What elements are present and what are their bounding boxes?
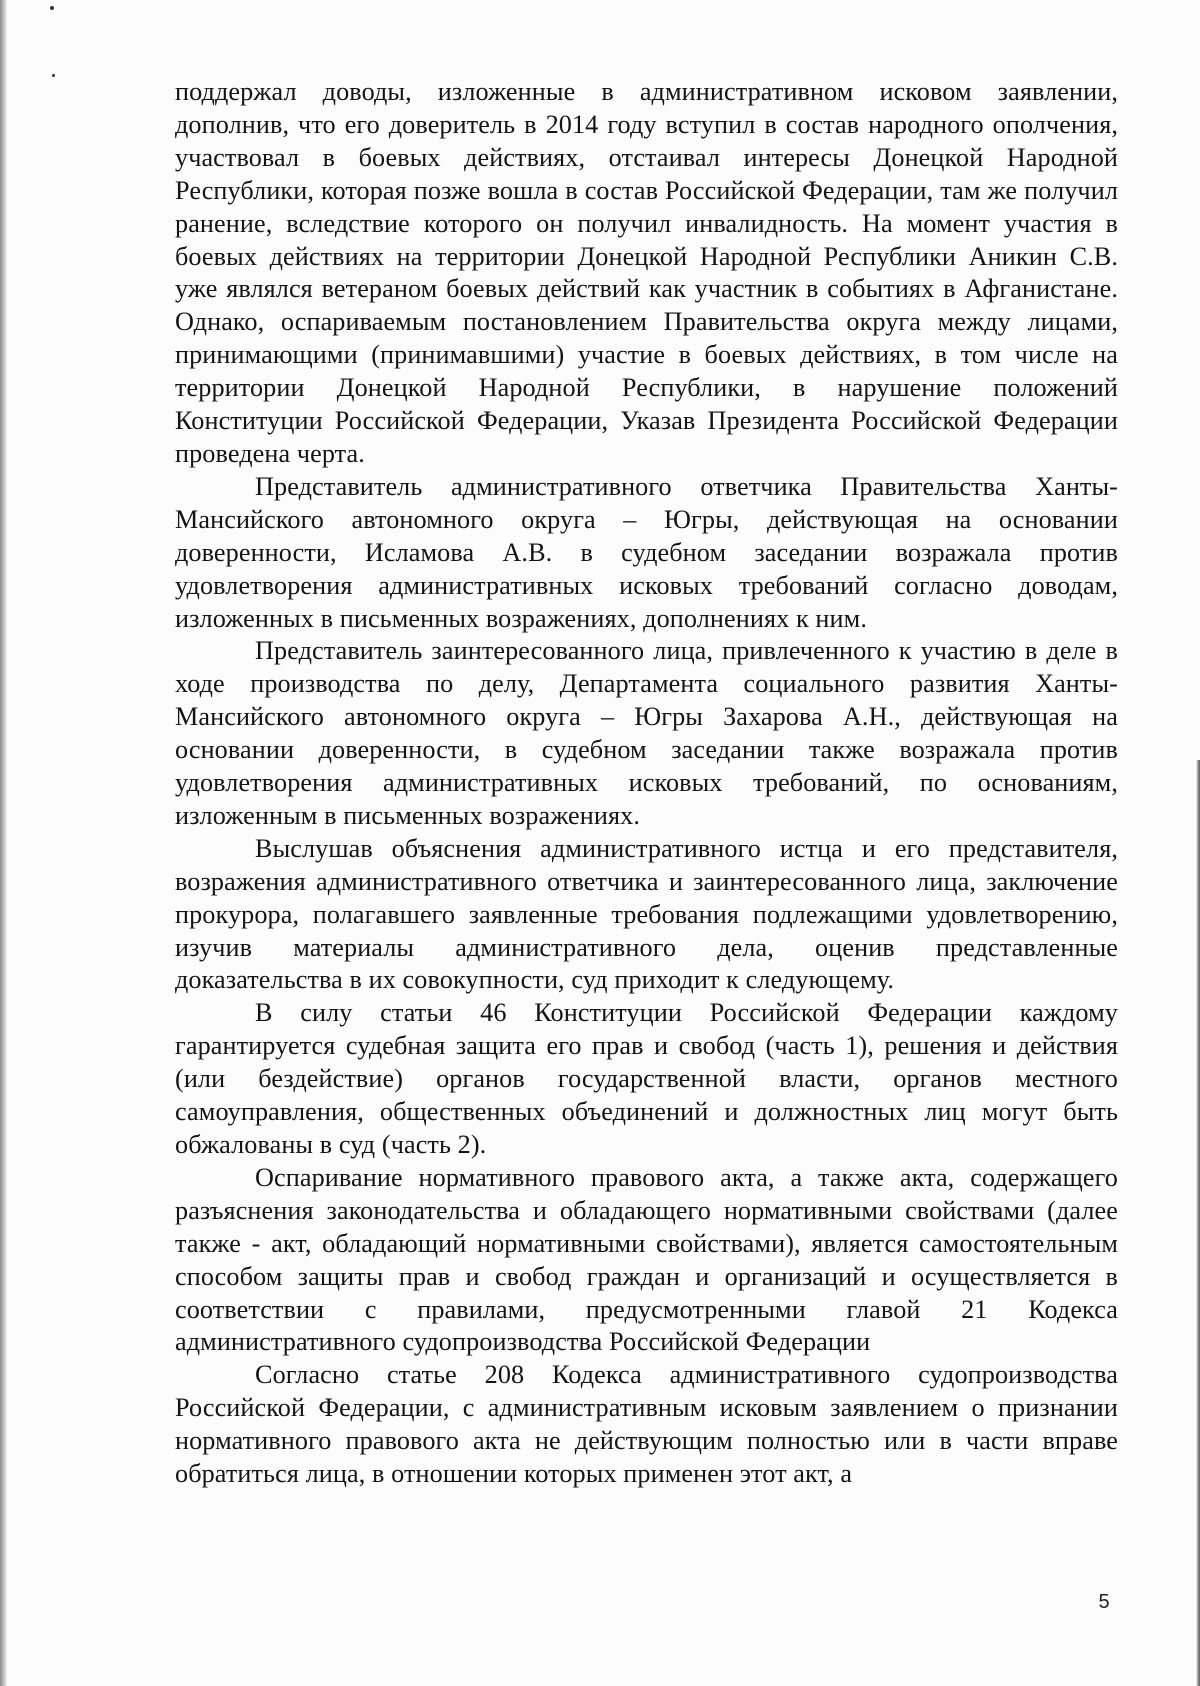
paragraph-constitution-article-46: В силу статьи 46 Конституции Российской Федерации каждому гарантируется судебная защита его прав и свобод (часть 1), решения и действия (или бездействие) органов государственной власти, органов местного самоуправления, общественных объединений и должностных лиц могут быть обжалованы в суд (часть 2). <box>175 998 1118 1159</box>
paragraph-challenging-normative-act: Оспаривание нормативного правового акта, а также акта, содержащего разъяснения законодательства и обладающего нормативными свойствами (далее также - акт, обладающий нормативными свойствами), является самостоятельным способом защиты прав и свобод граждан и организаций и осуществляется в соответствии с правилами, предусмотренными главой 21 Кодекса административного судопроизводства Российской Федерации <box>175 1162 1118 1357</box>
paragraph-court-findings-intro: Выслушав объяснения административного истца и его представителя, возражения административного ответчика и заинтересованного лица, заключение прокурора, полагавшего заявленные требования подлежащими удовлетворению, изучив материалы административного дела, оценив представленные доказательства в их совокупности, суд приходит к следующему. <box>175 833 1118 995</box>
scan-edge-left <box>0 0 7 1686</box>
scan-edge-right <box>1196 760 1200 1686</box>
scan-speck <box>50 6 54 10</box>
paragraph-continuation: поддержал доводы, изложенные в административном исковом заявлении, дополнив, что его доверитель в 2014 году вступил в состав народного ополчения, участвовал в боевых действиях, отстаивал интересы Донецкой Народной Республики, которая позже вошла в состав Российской Федерации, там же получил ранение, вследствие которого он получил инвалидность. На момент участия в боевых действиях на территории Донецкой Народной Республики Аникин С.В. уже являлся ветераном боевых действий как участник в событиях в Афганистане. Однако, оспариваемым постановлением Правительства округа между лицами, принимающими (принимавшими) участие в боевых действиях, в том числе на территории Донецкой Народной Республики, в нарушение положений Конституции Российской Федерации, Указав Президента Российской Федерации проведена черта. <box>175 77 1118 468</box>
paragraph-interested-party: Представитель заинтересованного лица, привлеченного к участию в деле в ходе производства по делу, Департамента социального развития Ханты-Мансийского автономного округа – Югры Захарова А.Н., действующая на основании доверенности, в судебном заседании также возражала против удовлетворения административных исковых требований, по основаниям, изложенным в письменных возражениях. <box>175 636 1118 830</box>
paragraph-respondent-representative: Представитель административного ответчика Правительства Ханты-Мансийского автономного округа – Югры, действующая на основании доверенности, Исламова А.В. в судебном заседании возражала против удовлетворения административных исковых требований согласно доводам, изложенных в письменных возражениях, дополнениях к ним. <box>175 471 1118 633</box>
page-number: 5 <box>1098 1591 1110 1613</box>
paragraph-article-208: Согласно статье 208 Кодекса административного судопроизводства Российской Федерации, с административным исковым заявлением о признании нормативного правового акта не действующим полностью или в части вправе обратиться лица, в отношении которых применен этот акт, а <box>175 1360 1118 1489</box>
scan-speck <box>52 74 55 77</box>
document-body <box>175 76 1118 1491</box>
